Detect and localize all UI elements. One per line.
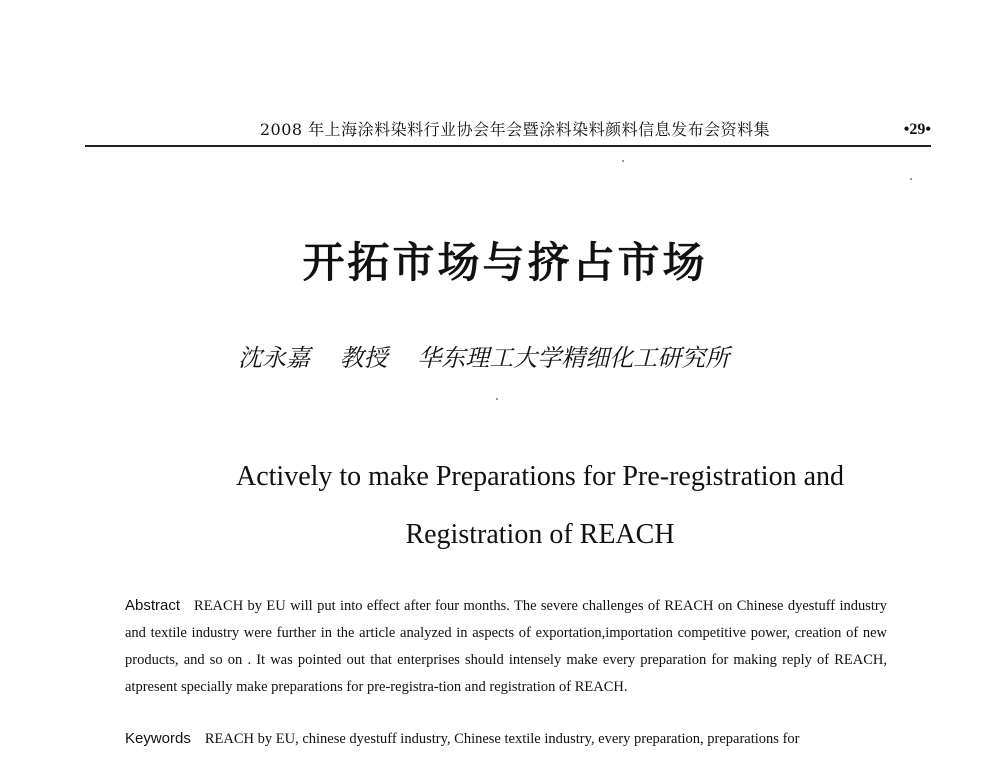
author-affiliation: 华东理工大学精细化工研究所: [417, 344, 730, 372]
scan-speck: [910, 178, 912, 180]
scan-speck: [622, 160, 624, 162]
english-title-line-2: Registration of REACH: [405, 519, 675, 550]
chinese-title: 开拓市场与挤占市场: [302, 238, 708, 287]
english-title: [0, 448, 1000, 564]
abstract-text: REACH by EU will put into effect after four months. The severe challenges of REACH on Chinese dyestuff industry and textile industry were further in the article analyzed in aspects of exportation,importation competitive power, creation of new products, and so on . It was pointed out that enterprises should intensely make every preparation for making reply of REACH, atpresent specially make preparations for pre-registra-tion and registration of REACH.: [125, 598, 887, 695]
page-number: •29•: [903, 121, 931, 138]
keywords-label: Keywords: [125, 730, 191, 747]
abstract-label: Abstract: [125, 597, 181, 614]
keywords-text: REACH by EU, chinese dyestuff industry, Chinese textile industry, every preparation, preparations for: [204, 731, 800, 747]
author-line: [238, 341, 798, 375]
author-name: 沈永嘉: [238, 344, 310, 372]
running-header: [85, 119, 931, 147]
abstract: [125, 592, 887, 701]
scan-speck: [496, 398, 498, 400]
running-title: 2008 年上海涂料染料行业协会年会暨涂料染料颜料信息发布会资料集: [259, 120, 771, 139]
english-title-line-1: Actively to make Preparations for Pre-registration and: [235, 461, 845, 492]
keywords: [125, 725, 887, 753]
author-title: 教授: [339, 344, 388, 372]
